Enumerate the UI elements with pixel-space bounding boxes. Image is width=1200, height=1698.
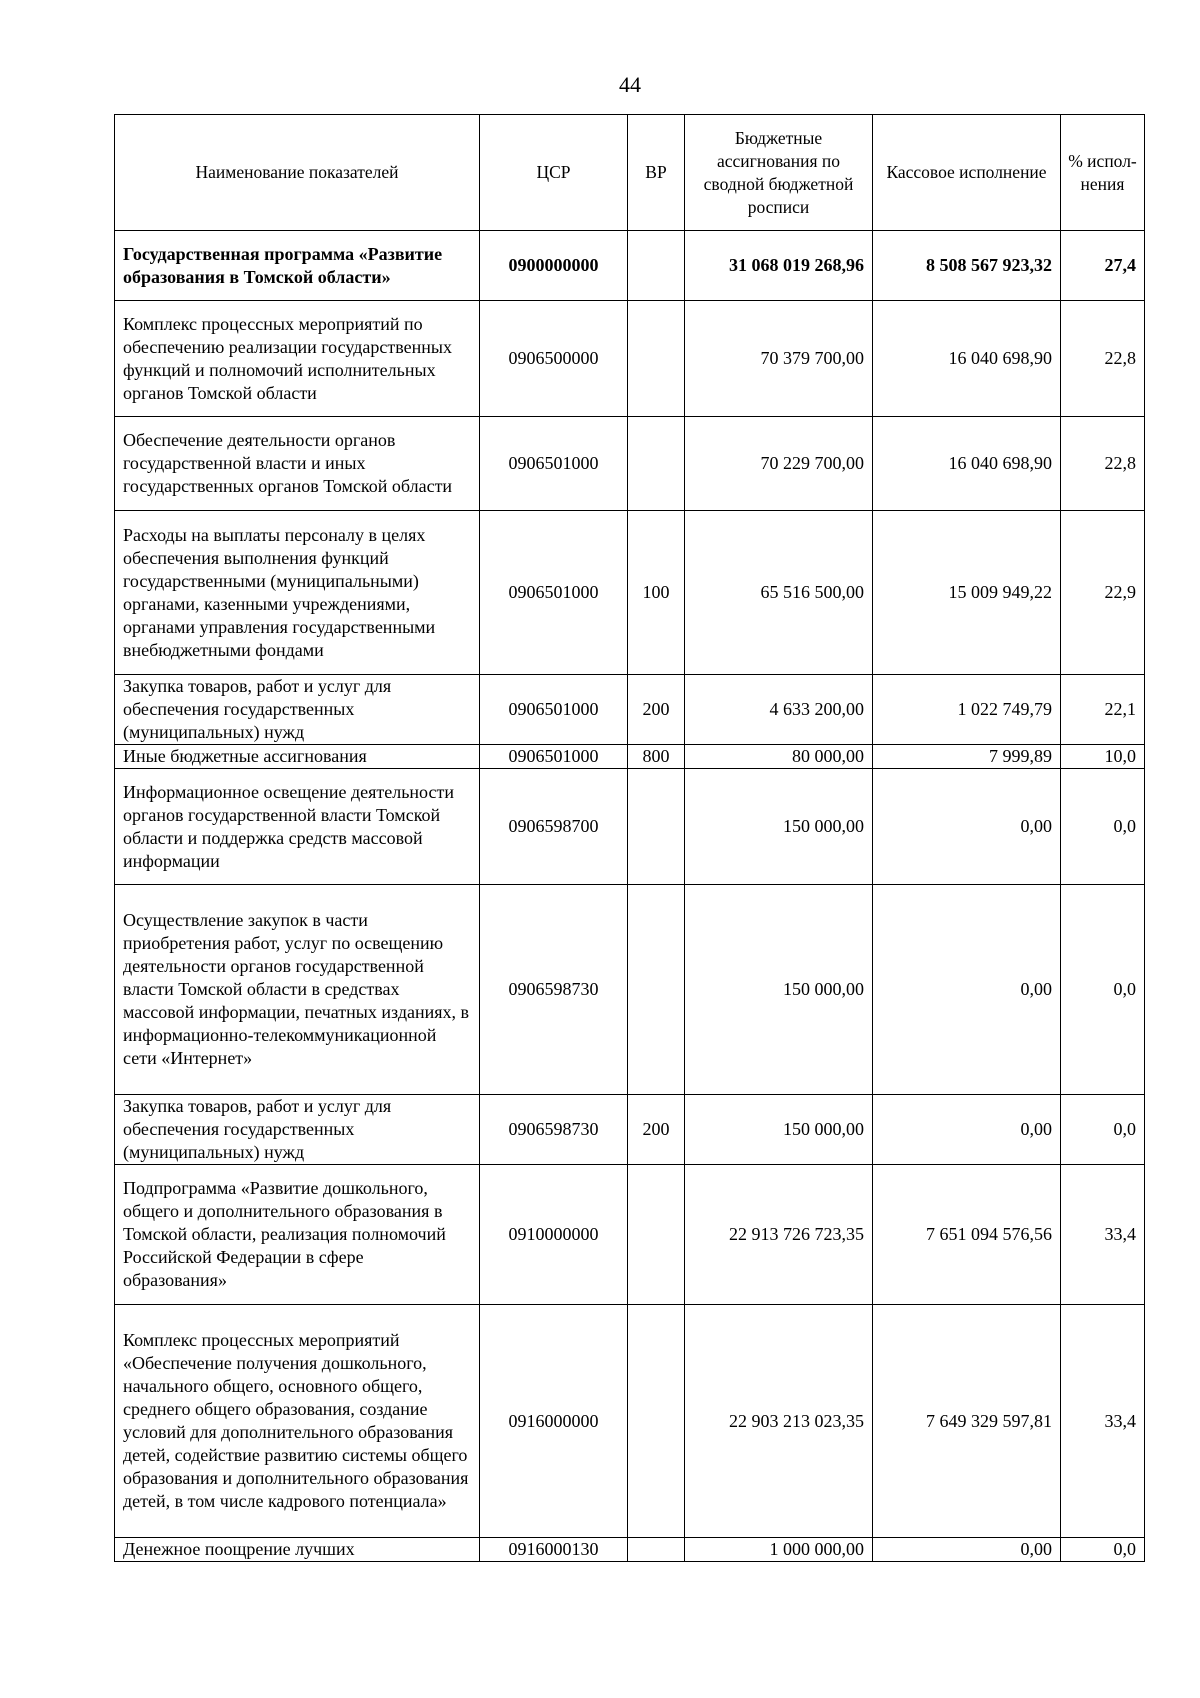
row-percent: 33,4 (1061, 1165, 1145, 1305)
table-row (115, 675, 1145, 745)
table-row (115, 769, 1145, 885)
row-name: Комплекс процессных мероприятий по обеспечению реализации государственных функций и полномочий исполнительных органов Томской области (115, 301, 480, 417)
row-executed: 0,00 (873, 885, 1061, 1095)
row-percent: 0,0 (1061, 1095, 1145, 1165)
header-csr: ЦСР (480, 115, 628, 231)
row-vr: 800 (628, 745, 685, 769)
row-assigned: 70 379 700,00 (685, 301, 873, 417)
row-assigned: 70 229 700,00 (685, 417, 873, 511)
row-csr: 0906501000 (480, 417, 628, 511)
row-assigned: 4 633 200,00 (685, 675, 873, 745)
row-assigned: 150 000,00 (685, 885, 873, 1095)
row-csr: 0906598700 (480, 769, 628, 885)
row-vr (628, 885, 685, 1095)
row-executed: 7 999,89 (873, 745, 1061, 769)
row-assigned: 65 516 500,00 (685, 511, 873, 675)
row-percent: 22,8 (1061, 417, 1145, 511)
row-csr: 0906501000 (480, 745, 628, 769)
row-csr: 0906501000 (480, 675, 628, 745)
header-vr: ВР (628, 115, 685, 231)
header-name: Наименование показателей (115, 115, 480, 231)
row-name: Закупка товаров, работ и услуг для обеспечения государственных (муниципальных) нужд (115, 1095, 480, 1165)
row-executed: 1 022 749,79 (873, 675, 1061, 745)
row-name: Денежное поощрение лучших (115, 1538, 480, 1562)
row-name: Обеспечение деятельности органов государственной власти и иных государственных органов Томской области (115, 417, 480, 511)
row-assigned: 22 903 213 023,35 (685, 1305, 873, 1538)
row-csr: 0900000000 (480, 231, 628, 301)
row-percent: 27,4 (1061, 231, 1145, 301)
row-csr: 0906500000 (480, 301, 628, 417)
table-row (115, 417, 1145, 511)
row-name: Закупка товаров, работ и услуг для обеспечения государственных (муниципальных) нужд (115, 675, 480, 745)
row-executed: 7 649 329 597,81 (873, 1305, 1061, 1538)
table-row (115, 1165, 1145, 1305)
table-row (115, 301, 1145, 417)
row-csr: 0916000130 (480, 1538, 628, 1562)
row-executed: 15 009 949,22 (873, 511, 1061, 675)
row-csr: 0916000000 (480, 1305, 628, 1538)
row-executed: 16 040 698,90 (873, 417, 1061, 511)
row-percent: 22,8 (1061, 301, 1145, 417)
row-executed: 8 508 567 923,32 (873, 231, 1061, 301)
row-percent: 22,1 (1061, 675, 1145, 745)
row-name: Комплекс процессных мероприятий «Обеспечение получения дошкольного, начального общего, основного общего, среднего общего образования, создание условий для дополнительного образования детей, содействие развитию системы общего образования и дополнительного образования детей, в том числе кадрового потенциала» (115, 1305, 480, 1538)
row-assigned: 150 000,00 (685, 1095, 873, 1165)
row-vr (628, 1305, 685, 1538)
row-executed: 7 651 094 576,56 (873, 1165, 1061, 1305)
row-percent: 33,4 (1061, 1305, 1145, 1538)
row-name: Иные бюджетные ассигнования (115, 745, 480, 769)
table-row (115, 885, 1145, 1095)
row-assigned: 150 000,00 (685, 769, 873, 885)
row-vr (628, 1538, 685, 1562)
table-row (115, 745, 1145, 769)
row-csr: 0906598730 (480, 885, 628, 1095)
table-row (115, 1538, 1145, 1562)
row-vr: 100 (628, 511, 685, 675)
row-percent: 0,0 (1061, 769, 1145, 885)
row-vr (628, 1165, 685, 1305)
row-percent: 10,0 (1061, 745, 1145, 769)
row-vr (628, 417, 685, 511)
row-executed: 0,00 (873, 1095, 1061, 1165)
row-percent: 0,0 (1061, 1538, 1145, 1562)
row-executed: 0,00 (873, 1538, 1061, 1562)
row-percent: 22,9 (1061, 511, 1145, 675)
header-assigned: Бюджетные ассигнования по сводной бюджетной росписи (685, 115, 873, 231)
row-name: Осуществление закупок в части приобретения работ, услуг по освещению деятельности органов государственной власти Томской области в средствах массовой информации, печатных изданиях, в информационно-телекоммуникационной сети «Интернет» (115, 885, 480, 1095)
row-percent: 0,0 (1061, 885, 1145, 1095)
row-vr: 200 (628, 1095, 685, 1165)
row-name: Расходы на выплаты персоналу в целях обеспечения выполнения функций государственными (муниципальными) органами, казенными учреждениями, органами управления государственными внебюджетными фондами (115, 511, 480, 675)
row-assigned: 1 000 000,00 (685, 1538, 873, 1562)
row-name: Государственная программа «Развитие образования в Томской области» (115, 231, 480, 301)
table-row (115, 231, 1145, 301)
table-row (115, 511, 1145, 675)
table-row (115, 1305, 1145, 1538)
table-header-row (115, 115, 1145, 231)
row-vr (628, 231, 685, 301)
row-vr: 200 (628, 675, 685, 745)
row-csr: 0906501000 (480, 511, 628, 675)
row-assigned: 80 000,00 (685, 745, 873, 769)
header-percent: % испол-нения (1061, 115, 1145, 231)
header-executed: Кассовое исполнение (873, 115, 1061, 231)
row-vr (628, 301, 685, 417)
row-executed: 16 040 698,90 (873, 301, 1061, 417)
budget-execution-table (114, 114, 1145, 1562)
row-assigned: 31 068 019 268,96 (685, 231, 873, 301)
row-executed: 0,00 (873, 769, 1061, 885)
row-vr (628, 769, 685, 885)
row-assigned: 22 913 726 723,35 (685, 1165, 873, 1305)
page-number: 44 (619, 72, 641, 97)
row-name: Подпрограмма «Развитие дошкольного, общего и дополнительного образования в Томской области, реализация полномочий Российской Федерации в сфере образования» (115, 1165, 480, 1305)
row-csr: 0910000000 (480, 1165, 628, 1305)
row-name: Информационное освещение деятельности органов государственной власти Томской области и поддержка средств массовой информации (115, 769, 480, 885)
table-row (115, 1095, 1145, 1165)
row-csr: 0906598730 (480, 1095, 628, 1165)
